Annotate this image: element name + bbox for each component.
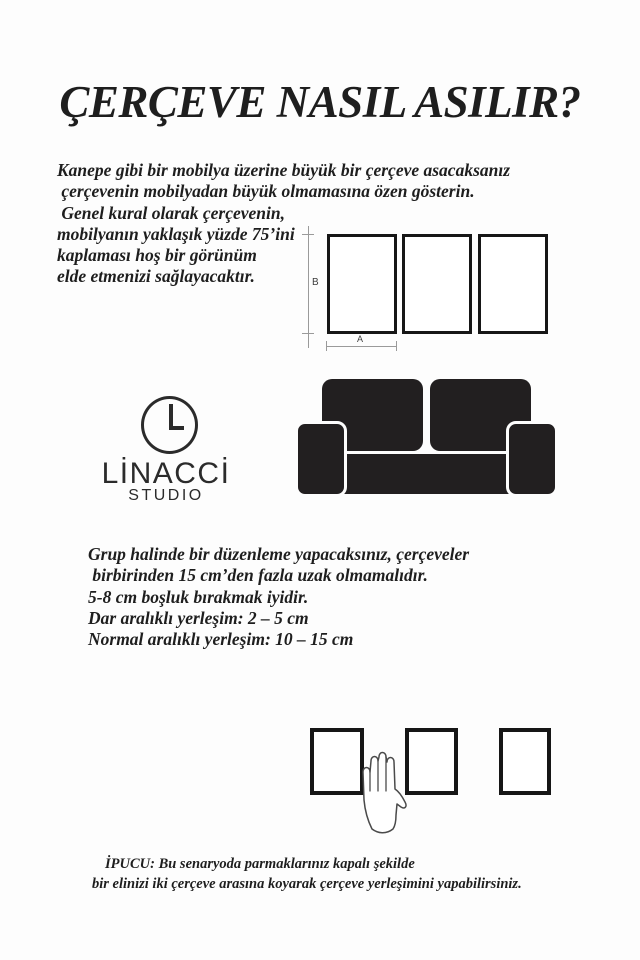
frame [405, 728, 458, 795]
spacing-line: Dar aralıklı yerleşim: 2 – 5 cm [88, 607, 309, 628]
spacing-line: birbirinden 15 cm’den fazla uzak olmamalıdır. [88, 565, 428, 586]
frame [310, 728, 364, 795]
brand-name: LİNACCİ [101, 457, 231, 490]
intro-line: çerçevenin mobilyadan büyük olmamasına özen gösterin. [57, 181, 475, 202]
frame [478, 234, 548, 334]
intro-line: elde etmenizi sağlayacaktır. [57, 266, 255, 287]
frame [402, 234, 472, 334]
sofa-seat [322, 451, 526, 497]
tip-line: İPUCU: Bu senaryoda parmaklarınız kapalı şekilde [105, 856, 415, 872]
frame [499, 728, 551, 795]
dimension-tick [326, 341, 327, 351]
tip-line: bir elinizi iki çerçeve arasına koyarak çerçeve yerleşimini yapabilirsiniz. [92, 876, 522, 892]
sofa-armrest [506, 421, 558, 497]
intro-line: kaplaması hoş bir görünüm [57, 245, 257, 266]
clock-hand-horizontal [169, 426, 184, 430]
height-dimension-label: B [312, 277, 319, 288]
intro-line: mobilyanın yaklaşık yüzde 75’ini [57, 223, 295, 244]
width-dimension-label: A [357, 334, 364, 344]
hand-icon [357, 745, 411, 835]
dimension-tick [302, 234, 314, 235]
page-title: ÇERÇEVE NASIL ASILIR? [59, 77, 581, 127]
brand-subtitle: STUDIO [128, 487, 204, 504]
spacing-line: 5-8 cm boşluk bırakmak iyidir. [88, 586, 309, 607]
spacing-line: Normal aralıklı yerleşim: 10 – 15 cm [88, 629, 354, 650]
dimension-tick [396, 341, 397, 351]
tip-paragraph [92, 854, 522, 894]
intro-line: Genel kural olarak çerçevenin, [57, 202, 285, 223]
sofa-armrest [295, 421, 347, 497]
dimension-tick [302, 333, 314, 334]
width-dimension-line [326, 346, 397, 347]
intro-line: Kanepe gibi bir mobilya üzerine büyük bir çerçeve asacaksanız [57, 160, 511, 180]
spacing-paragraph [88, 544, 469, 650]
spacing-line: Grup halinde bir düzenleme yapacaksınız, çerçeveler [88, 544, 470, 564]
frame [327, 234, 397, 334]
height-dimension-line [308, 226, 309, 348]
